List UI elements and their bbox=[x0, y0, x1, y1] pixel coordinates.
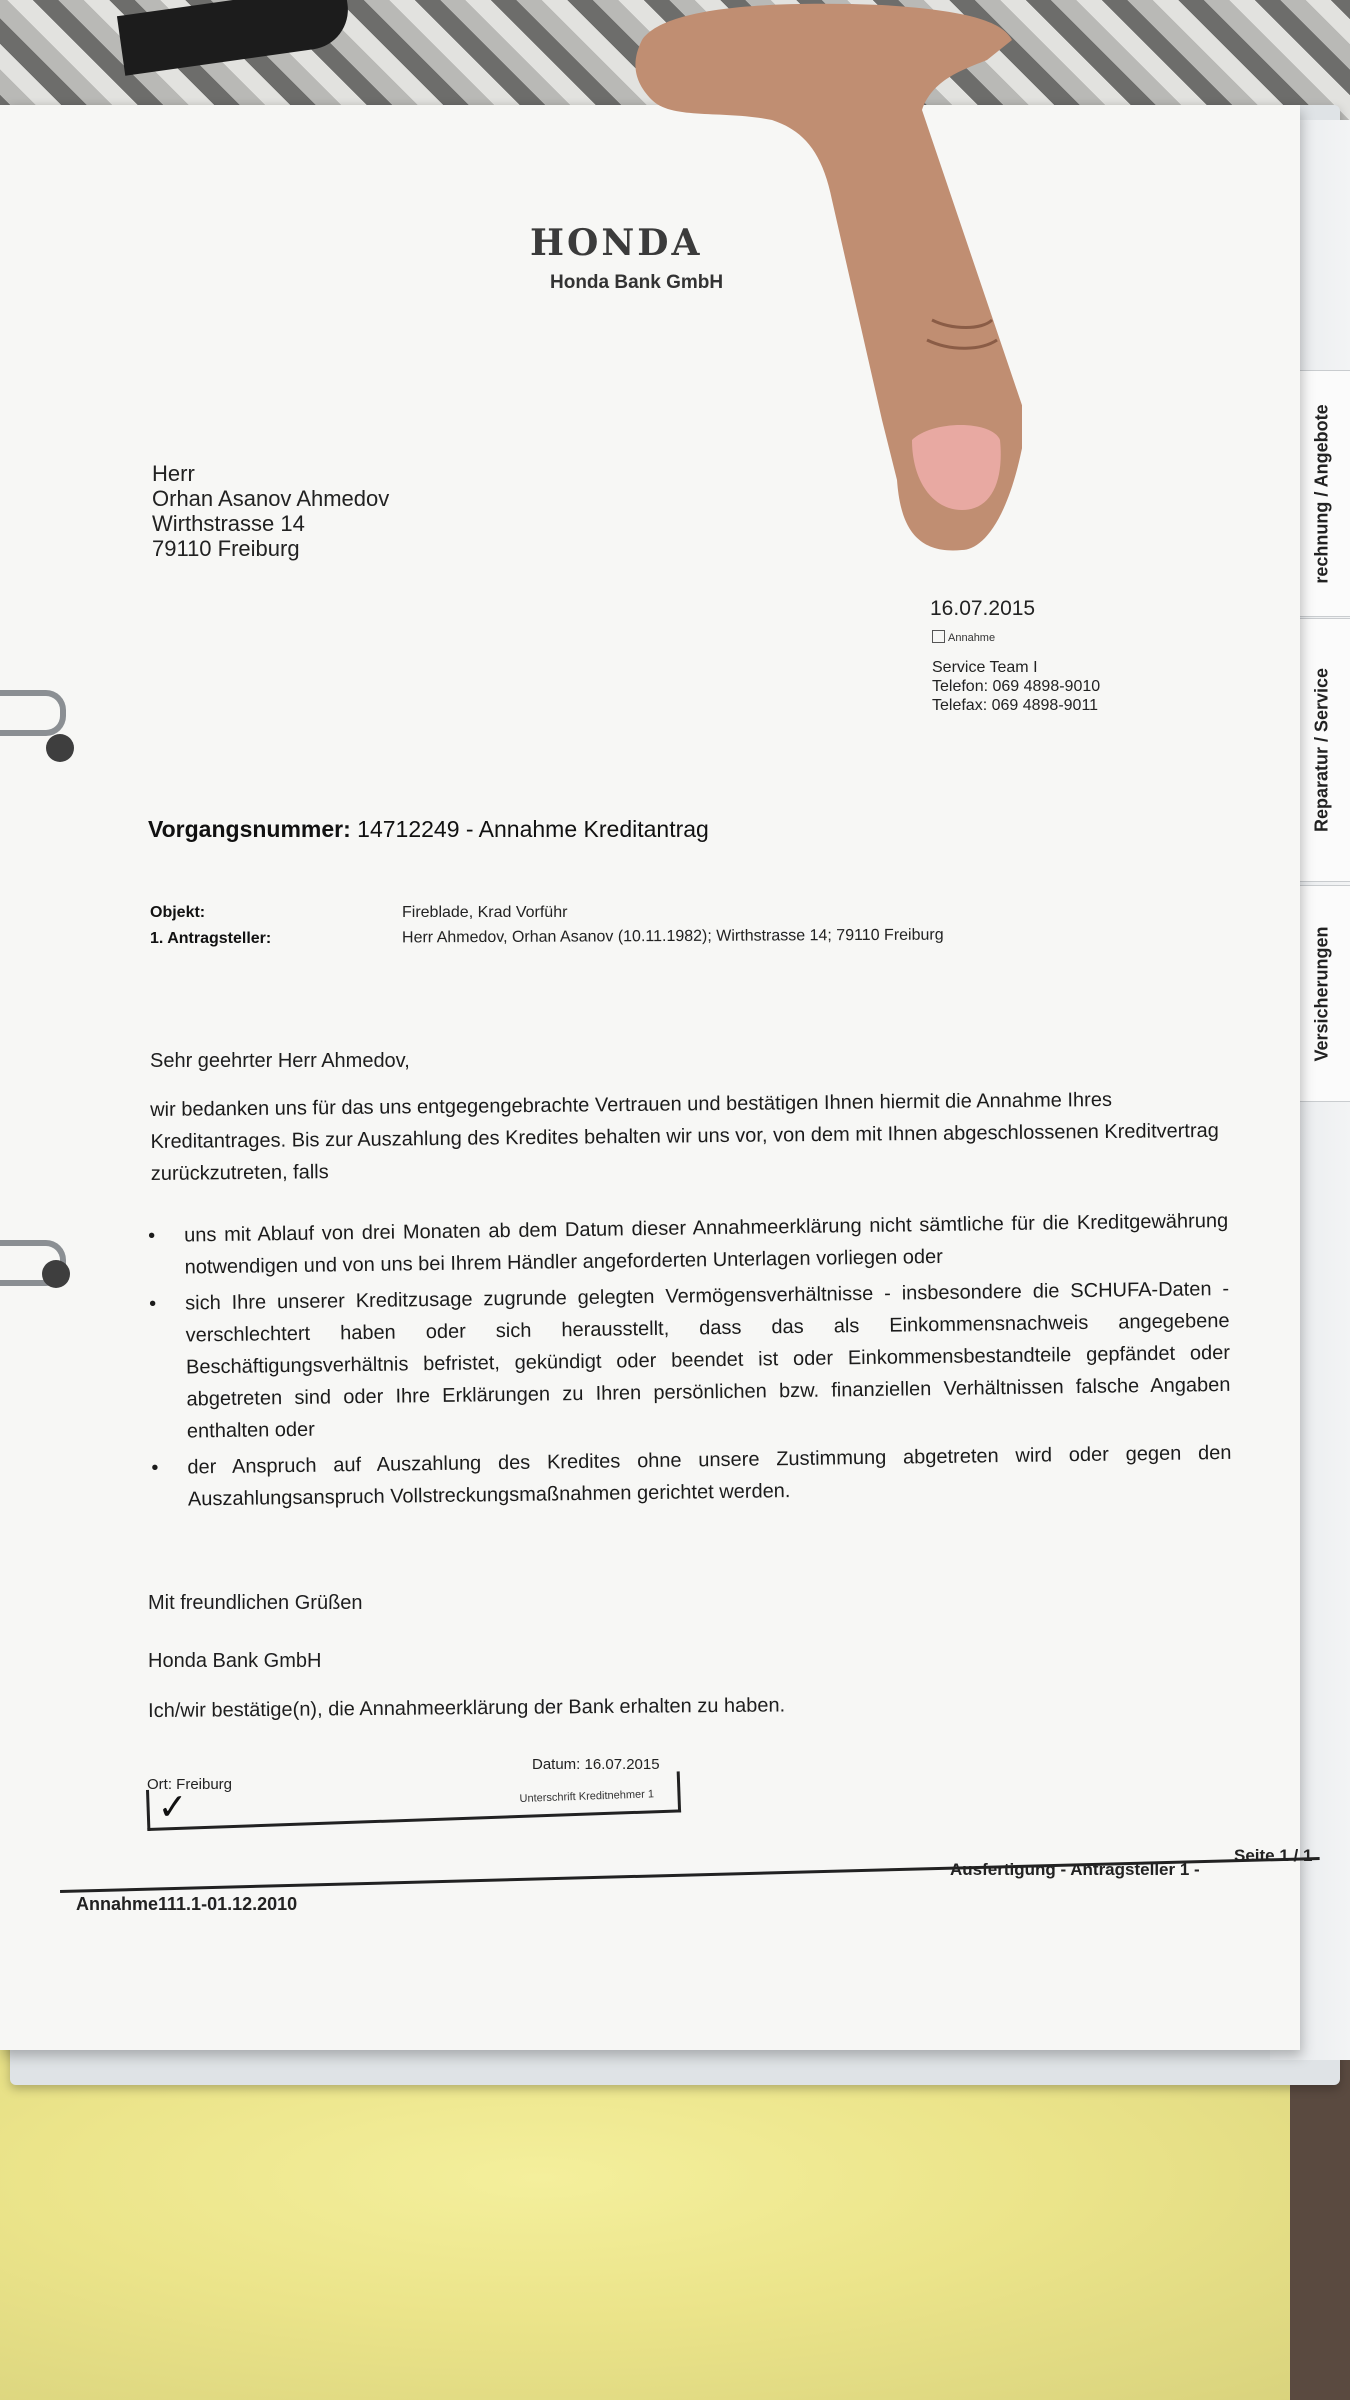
bullet-icon: • bbox=[148, 1224, 156, 1247]
attachment-label: Annahme bbox=[948, 632, 996, 644]
recipient-address bbox=[152, 462, 389, 562]
binder-tab-label: Reparatur / Service bbox=[1311, 667, 1332, 833]
service-phone: Telefon: 069 4898-9010 bbox=[932, 678, 1101, 695]
object-value: Fireblade, Krad Vorführ bbox=[402, 904, 568, 921]
service-team: Service Team I bbox=[932, 659, 1038, 676]
applicant-label: 1. Antragsteller: bbox=[150, 930, 272, 947]
signature-label: Unterschrift Kreditnehmer 1 bbox=[519, 1788, 655, 1805]
honda-logo: HONDA bbox=[530, 222, 703, 264]
binder-ring bbox=[0, 690, 66, 736]
recipient-street: Wirthstrasse 14 bbox=[152, 511, 305, 536]
finger bbox=[632, 0, 1022, 560]
bullet-icon: • bbox=[151, 1456, 159, 1479]
binder-tab-rechnung[interactable] bbox=[1292, 370, 1350, 617]
letter-intro: wir bedanken uns für das uns entgegengebrachte Vertrauen und bestätigen Ihnen hiermit die Annahme Ihres Kreditantrages. Bis zur Auszahlung des Kredites behalten wir uns vor, von dem mit Ihnen abgeschlossenen Kreditvertrag zurückzutreten, falls bbox=[150, 1088, 1219, 1185]
form-code: Annahme111.1-01.12.2010 bbox=[76, 1894, 298, 1914]
signature-date: Datum: 16.07.2015 bbox=[532, 1756, 660, 1773]
condition-text: der Anspruch auf Auszahlung des Kredites ohne unsere Zustimmung abgetreten wird oder gegen den Auszahlungsanspruch Vollstreckungsmaßnahmen gerichtet werden. bbox=[187, 1441, 1232, 1511]
background-fabric bbox=[0, 2030, 1350, 2400]
reference-line bbox=[148, 816, 709, 843]
reference-value: 14712249 - Annahme Kreditantrag bbox=[357, 816, 709, 842]
object-label: Objekt: bbox=[150, 904, 206, 921]
signature-place: Ort: Freiburg bbox=[147, 1776, 233, 1793]
list-item bbox=[149, 1273, 1231, 1448]
condition-text: uns mit Ablauf von drei Monaten ab dem Datum dieser Annahmeerklärung nicht sämtliche für die Kreditgewährung notwendigen und von uns bei Ihrem Händler angeforderten Unterlagen vorliegen oder bbox=[184, 1209, 1229, 1279]
confirmation-text: Ich/wir bestätige(n), die Annahmeerklärung der Bank erhalten zu haben. bbox=[148, 1694, 786, 1722]
list-item bbox=[151, 1437, 1232, 1516]
footer-copy: Ausfertigung - Antragsteller 1 - bbox=[950, 1860, 1200, 1879]
attachment-note bbox=[932, 630, 995, 644]
signature-company: Honda Bank GmbH bbox=[148, 1650, 322, 1672]
binder-tab-label: rechnung / Angebote bbox=[1311, 403, 1332, 584]
checkmark-icon: ✓ bbox=[156, 1785, 189, 1828]
recipient-city: 79110 Freiburg bbox=[152, 536, 300, 561]
service-contact bbox=[932, 658, 1100, 715]
binder-tab-label: Versicherungen bbox=[1311, 925, 1332, 1062]
checkbox-icon bbox=[932, 630, 945, 643]
list-item bbox=[148, 1205, 1229, 1284]
bullet-icon: • bbox=[149, 1292, 157, 1315]
letter-greeting: Sehr geehrter Herr Ahmedov, bbox=[150, 1050, 410, 1072]
punch-hole bbox=[46, 734, 74, 762]
bank-name: Honda Bank GmbH bbox=[550, 272, 724, 293]
footer-page: Seite 1 / 1 bbox=[1234, 1846, 1313, 1865]
punch-hole bbox=[42, 1260, 70, 1288]
recipient-salutation: Herr bbox=[152, 461, 195, 486]
recipient-name: Orhan Asanov Ahmedov bbox=[152, 486, 390, 511]
binder-tab-reparatur[interactable] bbox=[1292, 618, 1350, 882]
reference-label: Vorgangsnummer: bbox=[148, 816, 351, 842]
applicant-value: Herr Ahmedov, Orhan Asanov (10.11.1982); Wirthstrasse 14; 79110 Freiburg bbox=[401, 926, 944, 947]
conditions-list bbox=[148, 1205, 1232, 1520]
letter-closing: Mit freundlichen Grüßen bbox=[148, 1592, 363, 1614]
service-fax: Telefax: 069 4898-9011 bbox=[932, 697, 1099, 714]
condition-text: sich Ihre unserer Kreditzusage zugrunde gelegten Vermögensverhältnisse - insbesondere die SCHUFA-Daten - verschlechtert haben oder sich herausstellt, dass das als Einkommensnachweis angegebene Beschäftigungsverhältnis befristet, gekündigt oder beendet ist oder Einkommensbestandteile gepfändet oder abgetreten sind oder Ihre Erklärungen zu Ihren persönlichen bzw. finanziellen Verhältnissen falsche Angaben enthalten oder bbox=[185, 1277, 1231, 1443]
letter-date: 16.07.2015 bbox=[930, 597, 1036, 620]
binder-tab-versicherungen[interactable] bbox=[1292, 885, 1350, 1102]
